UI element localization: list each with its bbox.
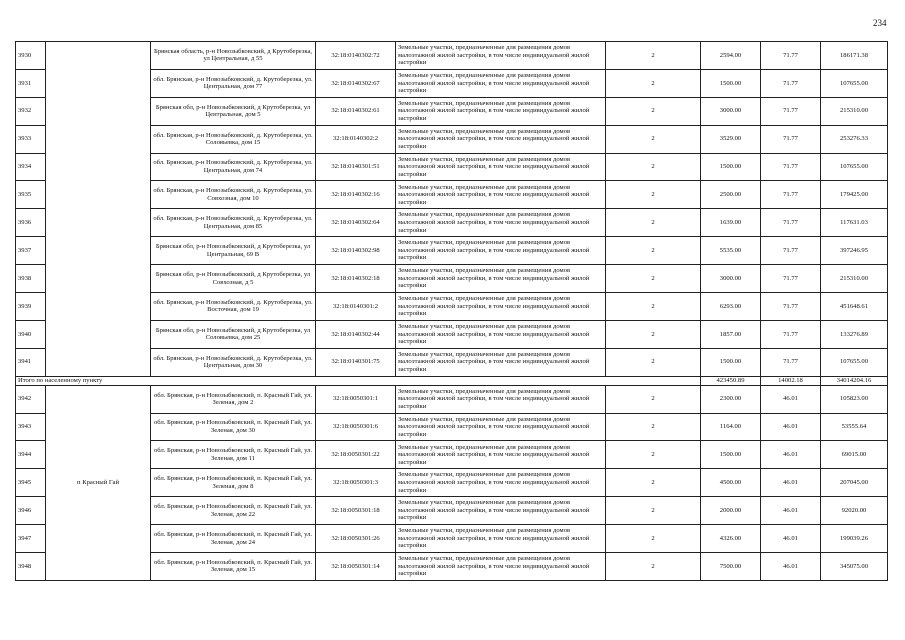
rate-cell: 46.01 [761,385,821,413]
cadastral-number-cell: 32:18:0140301:2 [316,293,396,321]
land-category-cell: Земельные участки, предназначенные для размещения домов малоэтажной жилой застройки, в том числе индивидуальной жилой застройки [396,469,606,497]
area-cell: 4500.00 [701,469,761,497]
land-registry-table [15,41,888,581]
group-cell: 2 [606,553,701,581]
cadastral-value-cell: 179425.00 [821,181,888,209]
row-number: 3941 [16,348,46,376]
group-cell: 2 [606,413,701,441]
group-cell: 2 [606,265,701,293]
group-cell: 2 [606,497,701,525]
cadastral-value-cell: 207045.00 [821,469,888,497]
cadastral-value-cell: 107655.00 [821,348,888,376]
cadastral-value-cell: 199039.26 [821,525,888,553]
row-number: 3931 [16,69,46,97]
cadastral-value-cell: 451648.61 [821,293,888,321]
address-cell: Брянская обл, р-н Новозыбковский, д Крутоберезка, ул Совхозная, д 5 [151,265,316,293]
cadastral-number-cell: 32:18:0050301:26 [316,525,396,553]
row-number: 3945 [16,469,46,497]
group-cell: 2 [606,97,701,125]
address-cell: обл. Брянская, р-н Новозыбковский, д. Крутоберезка, ул. Восточная, дом 19 [151,293,316,321]
group-cell: 2 [606,469,701,497]
cadastral-number-cell: 32:18:0050301:1 [316,385,396,413]
area-cell: 2300.00 [701,385,761,413]
rate-cell: 71.77 [761,320,821,348]
group-cell: 2 [606,525,701,553]
group-cell: 2 [606,125,701,153]
rate-cell: 46.01 [761,413,821,441]
cadastral-number-cell: 32:18:0140302:67 [316,69,396,97]
row-number: 3936 [16,209,46,237]
area-cell: 1164.00 [701,413,761,441]
row-number: 3933 [16,125,46,153]
cadastral-value-cell: 117631.03 [821,209,888,237]
group-cell: 2 [606,293,701,321]
row-number: 3946 [16,497,46,525]
cadastral-number-cell: 32:18:0140301:75 [316,348,396,376]
total-row [16,376,888,385]
group-cell: 2 [606,69,701,97]
address-cell: обл. Брянская, р-н Новозыбковский, д. Крутоберезка, ул. Центральная, дом 85 [151,209,316,237]
address-cell: обл. Брянская, р-н Новозыбковский, д. Крутоберезка, ул. Совхозная, дом 10 [151,181,316,209]
land-category-cell: Земельные участки, предназначенные для размещения домов малоэтажной жилой застройки, в том числе индивидуальной жилой застройки [396,320,606,348]
rate-cell: 71.77 [761,237,821,265]
land-category-cell: Земельные участки, предназначенные для размещения домов малоэтажной жилой застройки, в том числе индивидуальной жилой застройки [396,69,606,97]
group-cell: 2 [606,42,701,70]
cadastral-value-cell: 253276.33 [821,125,888,153]
row-number: 3943 [16,413,46,441]
area-cell: 1500.00 [701,441,761,469]
area-cell: 3000.00 [701,265,761,293]
area-cell: 1639.00 [701,209,761,237]
total-area: 423450.89 [701,376,761,385]
area-cell: 1500.00 [701,153,761,181]
rate-cell: 46.01 [761,469,821,497]
row-number: 3938 [16,265,46,293]
cadastral-number-cell: 32:18:0050301:22 [316,441,396,469]
rate-cell: 71.77 [761,209,821,237]
row-number: 3939 [16,293,46,321]
row-number: 3940 [16,320,46,348]
settlement-name [46,42,151,377]
land-category-cell: Земельные участки, предназначенные для размещения домов малоэтажной жилой застройки, в том числе индивидуальной жилой застройки [396,97,606,125]
area-cell: 2594.00 [701,42,761,70]
land-category-cell: Земельные участки, предназначенные для размещения домов малоэтажной жилой застройки, в том числе индивидуальной жилой застройки [396,265,606,293]
area-cell: 6293.00 [701,293,761,321]
cadastral-number-cell: 32:18:0140302:44 [316,320,396,348]
land-category-cell: Земельные участки, предназначенные для размещения домов малоэтажной жилой застройки, в том числе индивидуальной жилой застройки [396,348,606,376]
cadastral-value-cell: 215310.00 [821,97,888,125]
address-cell: обл. Брянская, р-н Новозыбковский, п. Красный Гай, ул. Зеленая, дом 24 [151,525,316,553]
area-cell: 5535.00 [701,237,761,265]
cadastral-number-cell: 32:18:0140302:18 [316,265,396,293]
group-cell: 2 [606,153,701,181]
cadastral-number-cell: 32:18:0050301:14 [316,553,396,581]
cadastral-value-cell: 107655.00 [821,69,888,97]
address-cell: обл. Брянская, р-н Новозыбковский, д. Крутоберезка, ул. Центральная, дом 30 [151,348,316,376]
rate-cell: 71.77 [761,293,821,321]
cadastral-value-cell: 53555.64 [821,413,888,441]
cadastral-value-cell: 215310.00 [821,265,888,293]
cadastral-value-cell: 397246.95 [821,237,888,265]
rate-cell: 46.01 [761,553,821,581]
rate-cell: 71.77 [761,42,821,70]
row-number: 3947 [16,525,46,553]
address-cell: обл. Брянская, р-н Новозыбковский, д. Крутоберезка, ул. Центральная, дом 74 [151,153,316,181]
cadastral-number-cell: 32:18:0140302:72 [316,42,396,70]
settlement-name: п Красный Гай [46,385,151,580]
rate-cell: 46.01 [761,441,821,469]
address-cell: обл. Брянская, р-н Новозыбковский, п. Красный Гай, ул. Зеленая, дом 11 [151,441,316,469]
cadastral-value-cell: 186171.38 [821,42,888,70]
land-category-cell: Земельные участки, предназначенные для размещения домов малоэтажной жилой застройки, в том числе индивидуальной жилой застройки [396,293,606,321]
land-category-cell: Земельные участки, предназначенные для размещения домов малоэтажной жилой застройки, в том числе индивидуальной жилой застройки [396,497,606,525]
row-number: 3930 [16,42,46,70]
address-cell: обл. Брянская, р-н Новозыбковский, п. Красный Гай, ул. Зеленая, дом 15 [151,553,316,581]
land-category-cell: Земельные участки, предназначенные для размещения домов малоэтажной жилой застройки, в том числе индивидуальной жилой застройки [396,553,606,581]
group-cell: 2 [606,385,701,413]
total-value: 34014204.16 [821,376,888,385]
land-category-cell: Земельные участки, предназначенные для размещения домов малоэтажной жилой застройки, в том числе индивидуальной жилой застройки [396,125,606,153]
land-category-cell: Земельные участки, предназначенные для размещения домов малоэтажной жилой застройки, в том числе индивидуальной жилой застройки [396,385,606,413]
row-number: 3942 [16,385,46,413]
cadastral-number-cell: 32:18:0140302:61 [316,97,396,125]
address-cell: Брянская обл, р-н Новозыбковский, д Крутоберезка, ул Центральная, дом 5 [151,97,316,125]
address-cell: обл. Брянская, р-н Новозыбковский, п. Красный Гай, ул. Зеленая, дом 2 [151,385,316,413]
address-cell: Брянская область, р-н Новозыбковский, д Крутоберезка, ул Центральная, д 55 [151,42,316,70]
row-number: 3932 [16,97,46,125]
area-cell: 2500.00 [701,181,761,209]
address-cell: Брянская обл, р-н Новозыбковский, д Крутоберезка, ул Соловьевка, дом 25 [151,320,316,348]
row-number: 3937 [16,237,46,265]
table-row [16,385,888,413]
cadastral-number-cell: 32:18:0140302:64 [316,209,396,237]
cadastral-value-cell: 107655.00 [821,153,888,181]
cadastral-number-cell: 32:18:0140302:2 [316,125,396,153]
page-number: 234 [873,18,887,28]
rate-cell: 46.01 [761,497,821,525]
group-cell: 2 [606,209,701,237]
row-number: 3948 [16,553,46,581]
cadastral-value-cell: 92020.00 [821,497,888,525]
row-number: 3944 [16,441,46,469]
group-cell: 2 [606,348,701,376]
land-category-cell: Земельные участки, предназначенные для размещения домов малоэтажной жилой застройки, в том числе индивидуальной жилой застройки [396,525,606,553]
total-label: Итого по населенному пункту [16,376,701,385]
cadastral-number-cell: 32:18:0140301:51 [316,153,396,181]
group-cell: 2 [606,441,701,469]
group-cell: 2 [606,320,701,348]
land-category-cell: Земельные участки, предназначенные для размещения домов малоэтажной жилой застройки, в том числе индивидуальной жилой застройки [396,209,606,237]
area-cell: 3000.00 [701,97,761,125]
rate-cell: 71.77 [761,125,821,153]
settlement-a-rows [16,42,888,377]
rate-cell: 71.77 [761,69,821,97]
cadastral-number-cell: 32:18:0140302:16 [316,181,396,209]
group-cell: 2 [606,237,701,265]
address-cell: обл. Брянская, р-н Новозыбковский, д. Крутоберезка, ул. Центральная, дом 77 [151,69,316,97]
land-category-cell: Земельные участки, предназначенные для размещения домов малоэтажной жилой застройки, в том числе индивидуальной жилой застройки [396,181,606,209]
area-cell: 2000.00 [701,497,761,525]
land-category-cell: Земельные участки, предназначенные для размещения домов малоэтажной жилой застройки, в том числе индивидуальной жилой застройки [396,153,606,181]
cadastral-number-cell: 32:18:0050301:3 [316,469,396,497]
area-cell: 3529.00 [701,125,761,153]
address-cell: обл. Брянская, р-н Новозыбковский, д. Крутоберезка, ул. Соловьевка, дом 15 [151,125,316,153]
row-number: 3934 [16,153,46,181]
address-cell: обл. Брянская, р-н Новозыбковский, п. Красный Гай, ул. Зеленая, дом 8 [151,469,316,497]
land-category-cell: Земельные участки, предназначенные для размещения домов малоэтажной жилой застройки, в том числе индивидуальной жилой застройки [396,237,606,265]
cadastral-number-cell: 32:18:0050301:18 [316,497,396,525]
rate-cell: 71.77 [761,181,821,209]
cadastral-value-cell: 133276.89 [821,320,888,348]
address-cell: обл. Брянская, р-н Новозыбковский, п. Красный Гай, ул. Зеленая, дом 22 [151,497,316,525]
settlement-b-rows [16,385,888,580]
rate-cell: 71.77 [761,97,821,125]
area-cell: 4326.00 [701,525,761,553]
address-cell: Брянская обл, р-н Новозыбковский, д Крутоберезка, ул Центральная, 69 В [151,237,316,265]
land-category-cell: Земельные участки, предназначенные для размещения домов малоэтажной жилой застройки, в том числе индивидуальной жилой застройки [396,413,606,441]
group-cell: 2 [606,181,701,209]
total-rate: 14002.18 [761,376,821,385]
address-cell: обл. Брянская, р-н Новозыбковский, п. Красный Гай, ул. Зеленая, дом 30 [151,413,316,441]
area-cell: 7500.00 [701,553,761,581]
row-number: 3935 [16,181,46,209]
land-category-cell: Земельные участки, предназначенные для размещения домов малоэтажной жилой застройки, в том числе индивидуальной жилой застройки [396,42,606,70]
land-category-cell: Земельные участки, предназначенные для размещения домов малоэтажной жилой застройки, в том числе индивидуальной жилой застройки [396,441,606,469]
rate-cell: 71.77 [761,265,821,293]
cadastral-value-cell: 105823.00 [821,385,888,413]
area-cell: 1857.00 [701,320,761,348]
table-row [16,42,888,70]
cadastral-number-cell: 32:18:0050301:6 [316,413,396,441]
area-cell: 1500.00 [701,69,761,97]
rate-cell: 71.77 [761,348,821,376]
cadastral-value-cell: 69015.00 [821,441,888,469]
rate-cell: 46.01 [761,525,821,553]
cadastral-value-cell: 345075.00 [821,553,888,581]
area-cell: 1500.00 [701,348,761,376]
rate-cell: 71.77 [761,153,821,181]
cadastral-number-cell: 32:18:0140302:98 [316,237,396,265]
